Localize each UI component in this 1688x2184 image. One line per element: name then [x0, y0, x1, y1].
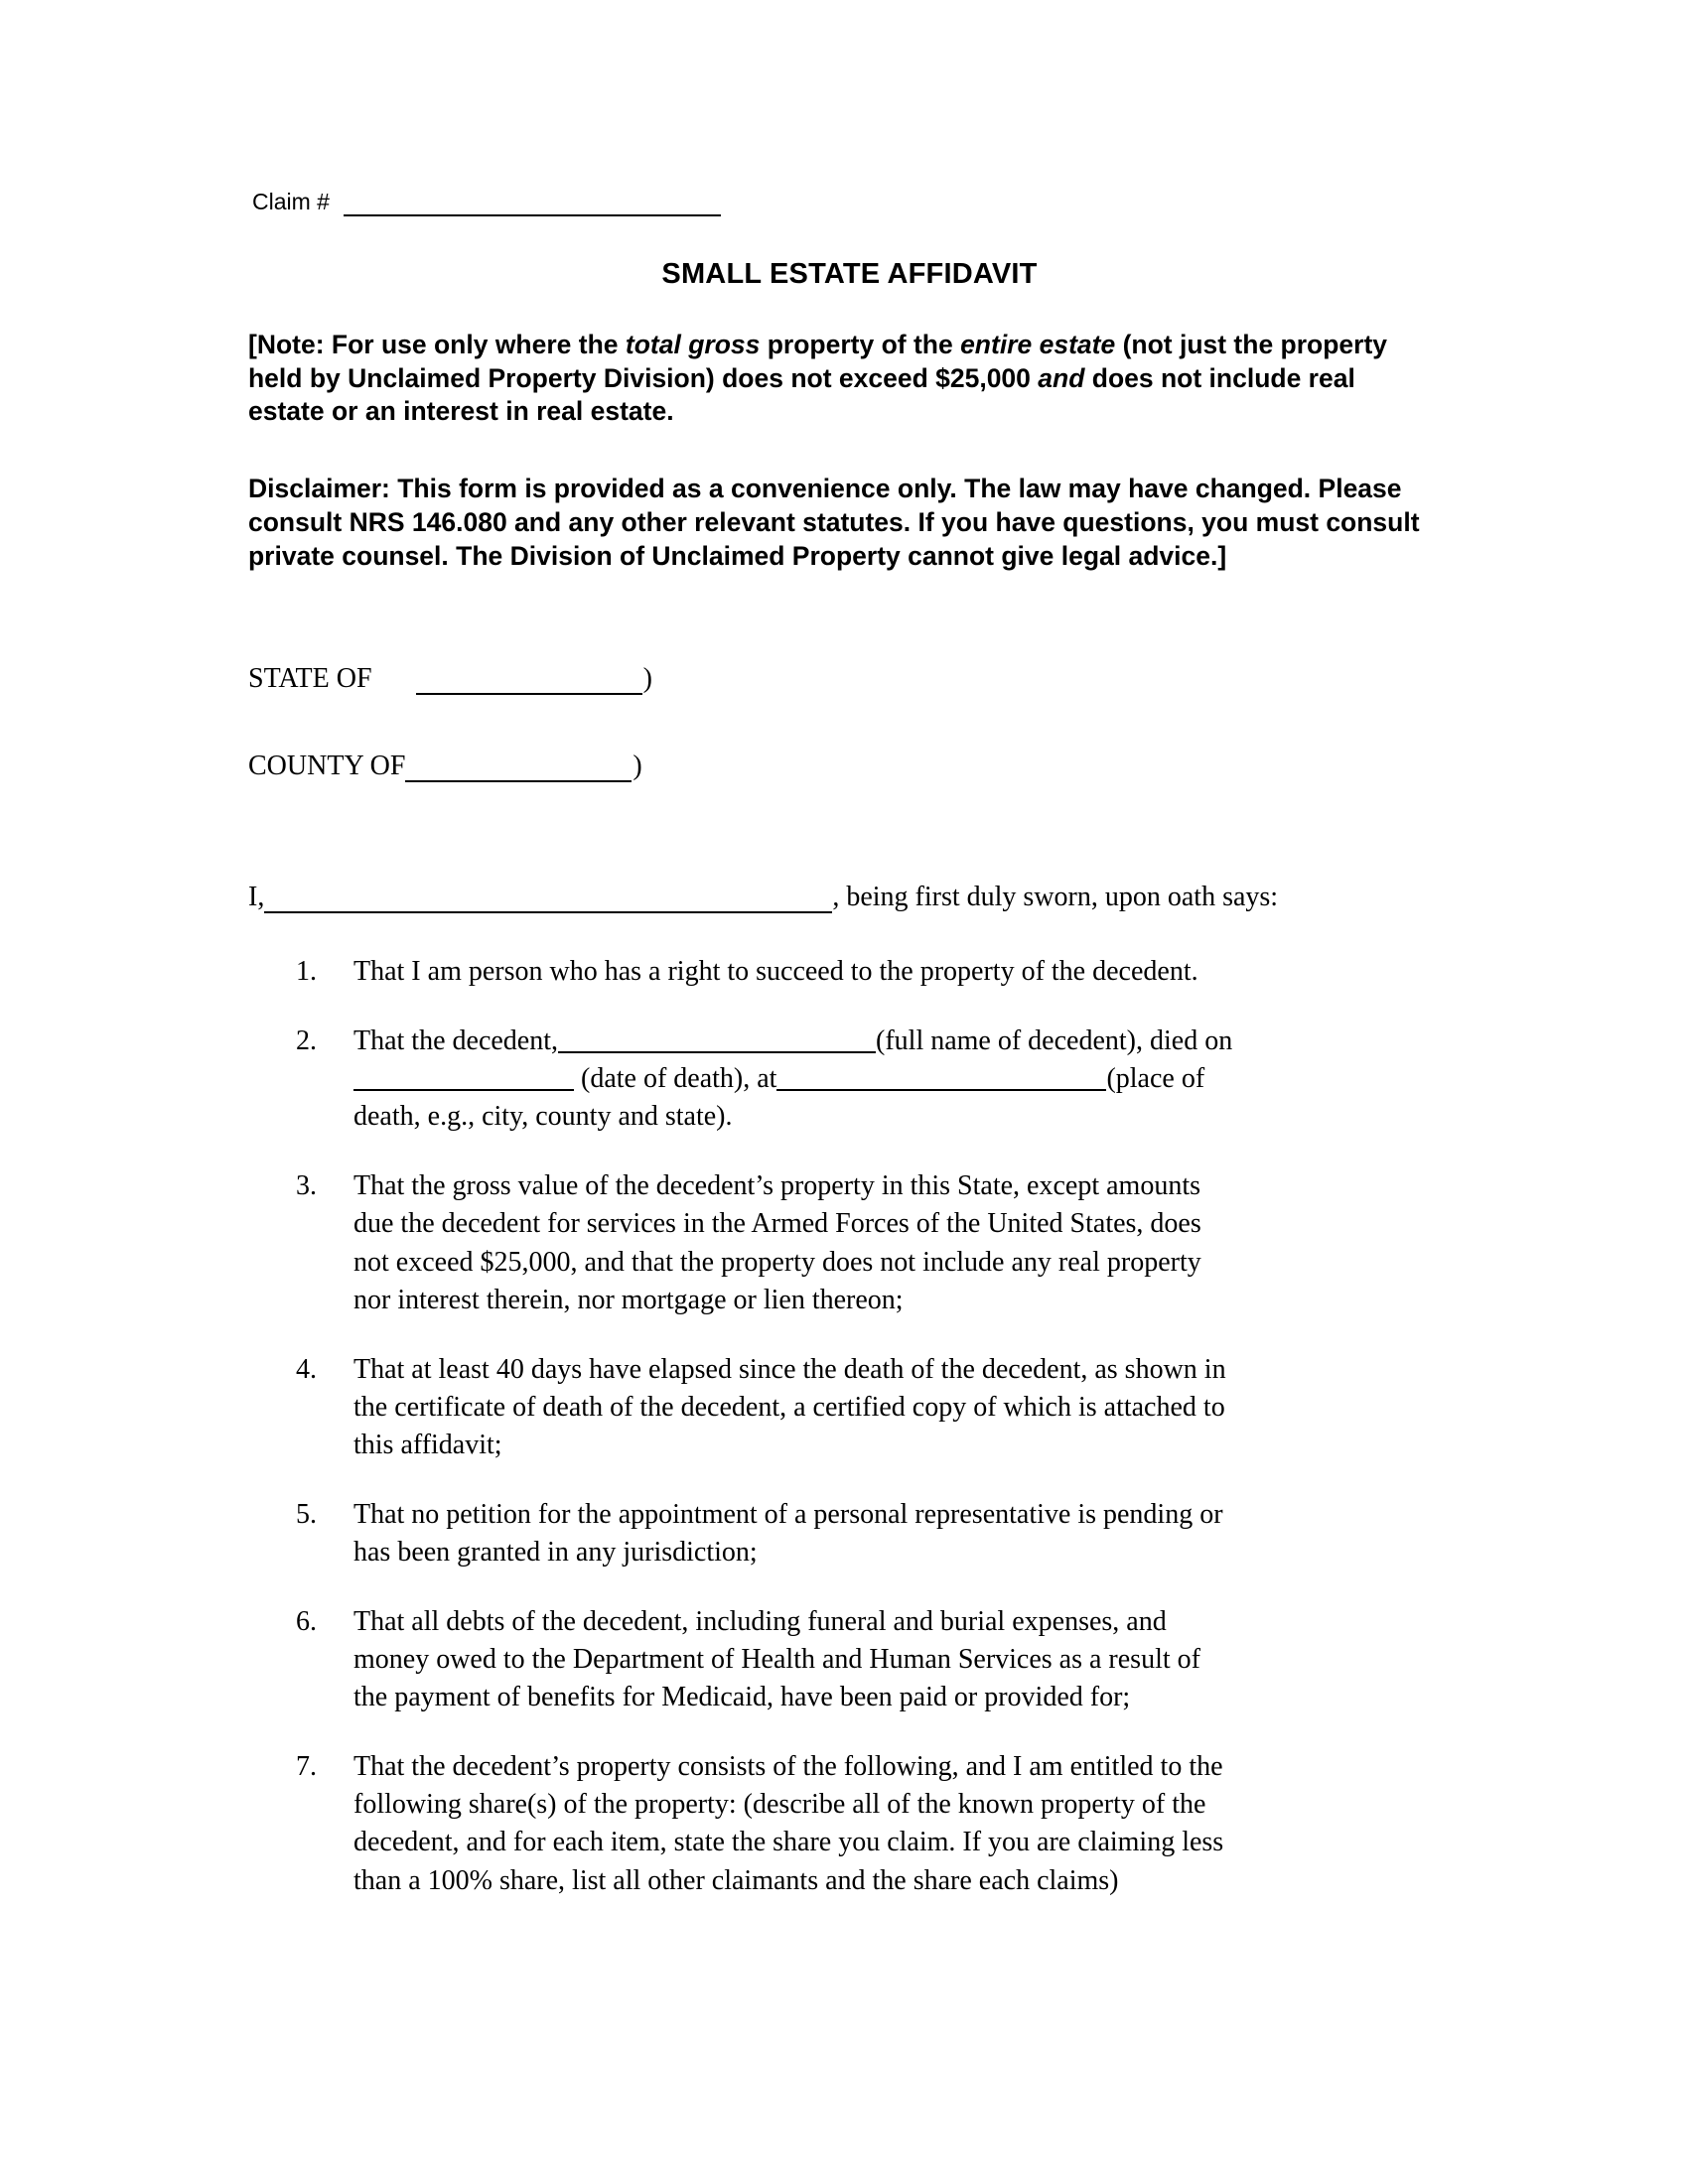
- item-line: death, e.g., city, county and state).: [353, 1101, 733, 1133]
- decedent-full-name-input[interactable]: [558, 1031, 876, 1053]
- note-part-1: [Note: For use only where the: [248, 329, 626, 359]
- item-line: has been granted in any jurisdiction;: [353, 1536, 758, 1568]
- item-number: 5.: [296, 1498, 317, 1530]
- affidavit-items-list: [246, 953, 1453, 1900]
- county-of-line: [248, 751, 1453, 782]
- item-line: the certificate of death of the decedent, a certified copy of which is attached to: [353, 1391, 1225, 1423]
- county-of-label: COUNTY OF: [248, 751, 406, 782]
- note-part-4: does not include real estate or an interest in real estate.: [248, 362, 1355, 427]
- list-item: [246, 1351, 1453, 1464]
- note-emphasis-and: and: [1038, 362, 1085, 393]
- list-item: [246, 1023, 1453, 1136]
- item-line: [353, 1060, 1406, 1098]
- note-emphasis-entire-estate: entire estate: [960, 329, 1116, 359]
- date-of-death-input[interactable]: [353, 1069, 574, 1091]
- item-line: due the decedent for services in the Armed Forces of the United States, does: [353, 1208, 1201, 1240]
- item-segment-text: (date of death), at: [574, 1063, 777, 1095]
- item-line: That no petition for the appointment of a personal representative is pending or: [353, 1498, 1223, 1530]
- item-line: nor interest therein, nor mortgage or lien thereon;: [353, 1284, 904, 1315]
- item-line: [353, 1023, 1406, 1060]
- affiant-sworn-line: [248, 882, 1453, 913]
- item-text: [353, 1748, 1406, 1899]
- item-line: That I am person who has a right to succeed to the property of the decedent.: [353, 956, 1198, 988]
- state-of-paren: ): [642, 663, 652, 695]
- item-number: 2.: [296, 1025, 317, 1057]
- item-segment-text: (full name of decedent), died on: [876, 1025, 1233, 1057]
- venue-block: [248, 663, 1453, 782]
- item-number: 7.: [296, 1751, 317, 1783]
- item-line: following share(s) of the property: (describe all of the known property of the: [353, 1789, 1206, 1821]
- document-body: [246, 189, 1453, 1932]
- affiant-name-input[interactable]: [264, 891, 832, 913]
- county-of-paren: ): [633, 751, 642, 782]
- note-emphasis-total-gross: total gross: [625, 329, 761, 359]
- item-text: [353, 1167, 1406, 1318]
- list-item: [246, 1496, 1453, 1571]
- affiant-prefix: I,: [248, 882, 265, 913]
- claim-number-row: [252, 189, 1453, 216]
- list-item: [246, 1603, 1453, 1716]
- item-line: decedent, and for each item, state the share you claim. If you are claiming less: [353, 1827, 1224, 1858]
- list-item: [246, 1748, 1453, 1899]
- item-line: That the decedent’s property consists of the following, and I am entitled to the: [353, 1751, 1223, 1783]
- item-number: 4.: [296, 1353, 317, 1385]
- item-number: 3.: [296, 1170, 317, 1202]
- item-text: [353, 1496, 1406, 1571]
- item-line: That the gross value of the decedent’s property in this State, except amounts: [353, 1170, 1200, 1202]
- item-text: [353, 953, 1406, 991]
- note-paragraph: [248, 329, 1430, 430]
- item-number: 1.: [296, 956, 317, 988]
- item-line: money owed to the Department of Health and Human Services as a result of: [353, 1644, 1200, 1676]
- item-line: the payment of benefits for Medicaid, have been paid or provided for;: [353, 1682, 1131, 1713]
- page-title: SMALL ESTATE AFFIDAVIT: [661, 257, 1038, 290]
- county-of-input[interactable]: [405, 760, 632, 782]
- state-of-label: STATE OF: [248, 663, 372, 695]
- claim-number-input[interactable]: [344, 197, 721, 216]
- note-part-2: property of the: [760, 329, 961, 359]
- item-text: [353, 1023, 1406, 1136]
- place-of-death-input[interactable]: [776, 1069, 1106, 1091]
- item-line: than a 100% share, list all other claimants and the share each claims): [353, 1864, 1119, 1896]
- affiant-suffix: , being first duly sworn, upon oath says:: [832, 882, 1279, 913]
- item-segment-text: (place of: [1106, 1063, 1205, 1095]
- item-segment-text: That the decedent,: [353, 1025, 559, 1057]
- item-line: this affidavit;: [353, 1429, 502, 1460]
- item-text: [353, 1351, 1406, 1464]
- state-of-line: [248, 663, 1453, 695]
- state-of-input[interactable]: [416, 673, 642, 695]
- list-item: [246, 1167, 1453, 1318]
- item-text: [353, 1603, 1406, 1716]
- list-item: [246, 953, 1453, 991]
- disclaimer-paragraph: Disclaimer: This form is provided as a convenience only. The law may have changed. Please consult NRS 146.080 and any other relevant statutes. If you have questions, you must consult private counsel. The Division of Unclaimed Property cannot give legal advice.]: [248, 474, 1420, 572]
- claim-number-label: Claim #: [252, 189, 330, 214]
- item-line: That all debts of the decedent, including funeral and burial expenses, and: [353, 1606, 1167, 1638]
- item-number: 6.: [296, 1606, 317, 1638]
- note-part-3: (not just the property held by Unclaimed Property Division) does not exceed $25,000: [248, 329, 1388, 393]
- item-line: That at least 40 days have elapsed since the death of the decedent, as shown in: [353, 1353, 1226, 1385]
- item-line: not exceed $25,000, and that the property does not include any real property: [353, 1246, 1201, 1278]
